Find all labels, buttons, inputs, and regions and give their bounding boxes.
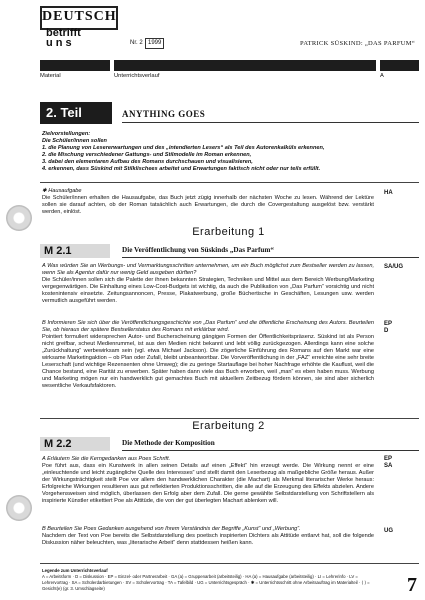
material-title-m22: Die Methode der Komposition	[122, 439, 215, 447]
task-a-m22	[42, 456, 374, 505]
task-a-answer: Poe führt aus, dass ein Kunstwerk in allen seinen Details auf einen „Effekt“ hin erzeugt werde. Die Wirkung nennt er eine „einleuchtende und leicht zugängliche Quelle des Interesses“ und stellt damit den Leserbezug als maßgebliche Größe heraus. Außer der Wirkungsträchtigkeit stellt Poe vor allem den handwerklichen Charakter (die Machart) als Merkmal literarischer Werke heraus: Erfolgreiche Wirkungen resultieren aus gut reflektierten Produktionsschritten, die alle auf die Erzeugung des Effekts abzielen. Andere Vorgehensweisen sind möglich, überlassen den Erfolg aber dem Zufall. Die gerne gewählte Selbstdarstellung von Schriftstellern als inspirierte Künstler etikettiert Poe als Attitüde, die von der gut überlegten Machart ablenken will.	[42, 463, 374, 504]
side-code-ep: EP	[384, 456, 393, 462]
side-code-ha: HA	[384, 190, 393, 196]
homework-text: Die Schüler/innen erhalten die Hausaufgabe, das Buch jetzt zügig innerhalb der nächsten Woche zu lesen. Während der Lektüre sollen sie darauf achten, ob der Roman tatsächlich auch Erwartungen, die durch die Covergestaltung ausgelöst bzw. verstärkt werden, einlöst.	[42, 195, 374, 215]
divider	[40, 418, 419, 419]
objectives-heading: Zielvorstellungen:	[42, 131, 91, 137]
binder-hole-bottom	[6, 495, 32, 521]
side-code-sa: SA	[384, 463, 393, 469]
side-code-ug: UG	[384, 528, 393, 534]
magazine-logo: DEUTSCH	[40, 6, 118, 30]
side-code-ep: EP	[384, 321, 393, 327]
task-b-question: B Beurteilen Sie Poes Gedanken ausgehend von Ihrem Verständnis der Begriffe „Kunst“ und „Werbung“.	[42, 526, 301, 532]
section-label: 2. Teil	[40, 102, 112, 124]
column-label-unterricht: Unterrichtsverlauf	[114, 73, 160, 79]
page-number: 7	[407, 574, 417, 596]
material-label-m21: M 2.1	[40, 244, 110, 258]
divider	[40, 182, 419, 183]
task-b-m21	[42, 320, 374, 390]
material-title-m21: Die Veröffentlichung von Süskinds „Das Parfum“	[122, 246, 274, 254]
issue-year: 1999	[145, 38, 164, 49]
material-label-m22: M 2.2	[40, 437, 110, 451]
erarbeitung-1-heading: Erarbeitung 1	[192, 226, 265, 238]
homework-title: ✱ Hausaufgabe	[42, 188, 82, 194]
objective-item: 1. die Planung von Lesererwartungen und des „intendierten Lesers“ als Teil des Autorenkalküls erkennen,	[42, 145, 325, 151]
binder-hole-top	[6, 205, 32, 231]
task-a-question: A Erläutern Sie die Kerngedanken aus Poes Schrift.	[42, 456, 171, 462]
legend-text: A = Arbeitsform · D = Diskussion · EP = Einzel- oder Partnerarbeit · GA (a) = Gruppenarbeit (arbeitsteilig) · HA (a) = Hausaufgabe (arbeitsteilig) · LI = Lehrerinfo · LV = Lehrervortrag · SA = Schülerdarbietungen · SV = Schülervortrag · TA = Tafelbild · UG = Unterrichtsgespräch · ✱ = Unterrichtsschritt ohne Arbeitsauftrag im Materialteil · ⟨ ⟩ = Gesicht(e) (gr. 3. Umschlagseite)	[42, 574, 370, 591]
page	[38, 0, 419, 600]
objective-item: 4. erkennen, dass Süskind mit Stilklischees arbeitet und Erwartungen faktisch nicht oder nur teils erfüllt.	[42, 166, 321, 172]
material-rule	[122, 257, 419, 258]
objective-item: 2. die Mischung verschiedener Gattungs- und Stilmodelle im Roman erkennen,	[42, 152, 252, 158]
column-label-a: A	[380, 73, 384, 79]
side-code-d: D	[384, 328, 389, 334]
objectives-intro: Die Schüler/innen sollen	[42, 138, 107, 144]
divider	[40, 563, 419, 564]
column-bar-a	[380, 60, 419, 71]
logo-subtitle: betrifft	[46, 27, 81, 39]
material-rule	[122, 450, 419, 451]
running-title: PATRICK SÜSKIND: „DAS PARFUM“	[300, 40, 415, 47]
column-label-material: Material	[40, 73, 61, 79]
task-a-question: A Was würden Sie an Werbungs- und Vermarktungsschritten unternehmen, um ein Buch möglichst zum Bestseller werden zu lassen, wenn Sie als Agentur dafür nur wenig Geld ausgeben dürften?	[42, 263, 374, 276]
column-bar-unterricht	[114, 60, 376, 71]
task-b-question: B Informieren Sie sich über die Veröffentlichungsgeschichte von „Das Parfum“ und die öffentliche Erscheinung des Autors. Beurteilen Sie, ob hieraus der spätere Bestsellerstatus des Romans mit erklärbar wird.	[42, 320, 374, 333]
task-b-answer: Pointiert formuliert widersprechen Autor- und Bucherscheinung gängigen Formen der Öffentlichkeitspräsenz. Süskind ist als Person nicht greifbar, scheut Medienrummel, ist aus den Medien nicht bekannt und lebt völlig zurückgezogen. Allerdings kann eine solche „Zurückhaltung“ werbewirksam sein (vgl. etwa Michael Jackson). Die zögerliche Einführung des Romans auf den Markt war eine wirksame Marketingaktion – ob Plan oder Zufall, bleibt unbeantwortbar. Die Vorveröffentlichung in der „FAZ“ erreichte eine sehr breite Leserschaft (und wichtige Rezensenten ohne Umweg); die zu geringe Startauflage bei hoher Nachfrage erhöhte die Kauflust, weil die Chance bestand, eine Rarität zu erwerben. Später haben dann viele das Buch erworben, weil „man“ es eben haben muss. Werbung und Marketing mögen nur ein handwerklich gut gemachtes Buch mit aktuellem Zeitbezug fördern können, sie sind aber sicherlich wesentliche Verkaufsfaktoren.	[42, 334, 374, 389]
issue-label: Nr. 2	[130, 40, 143, 46]
task-a-answer: Die Schüler/innen sollen sich die Palette der ihnen bekannten Strategien, Techniken und Mittel aus dem Bereich Werbung/Marketing vergegenwärtigen. Die Einhaltung eines Low-Cost-Budgets ist wichtig, da auch die Publikation von „Das Parfum“ vorsichtig und nicht kostenintensiv einsetzte. Zeitungsannoncen, Presse, Plakatwerbung, große Büchertische in Geschäften, Lesungen usw. werden vermutlich ausgeführt werden.	[42, 277, 374, 304]
erarbeitung-2-heading: Erarbeitung 2	[192, 420, 265, 432]
section-title: ANYTHING GOES	[122, 109, 206, 119]
task-a-m21	[42, 263, 374, 305]
homework-block	[42, 188, 374, 216]
column-bar-material	[40, 60, 110, 71]
task-b-answer: Nachdem der Text von Poe bereits die Selbstdarstellung des poetisch inspirierten Dichters als Attitüde entlarvt hat, soll die folgende Diskussion näher beleuchten, was „literarische Arbeit“ denn stattdessen heißen kann.	[42, 533, 374, 546]
objectives	[42, 131, 394, 173]
legend	[42, 568, 382, 592]
section-rule	[122, 122, 419, 123]
side-code-sa-ug: SA/UG	[384, 264, 404, 270]
task-b-m22	[42, 526, 374, 547]
legend-title: Legende zum Unterrichtsverlauf	[42, 568, 108, 573]
objective-item: 3. dabei den elementaren Aufbau des Romans durchschauen und visualisieren,	[42, 159, 253, 165]
logo-subtitle-2: uns	[46, 37, 75, 49]
